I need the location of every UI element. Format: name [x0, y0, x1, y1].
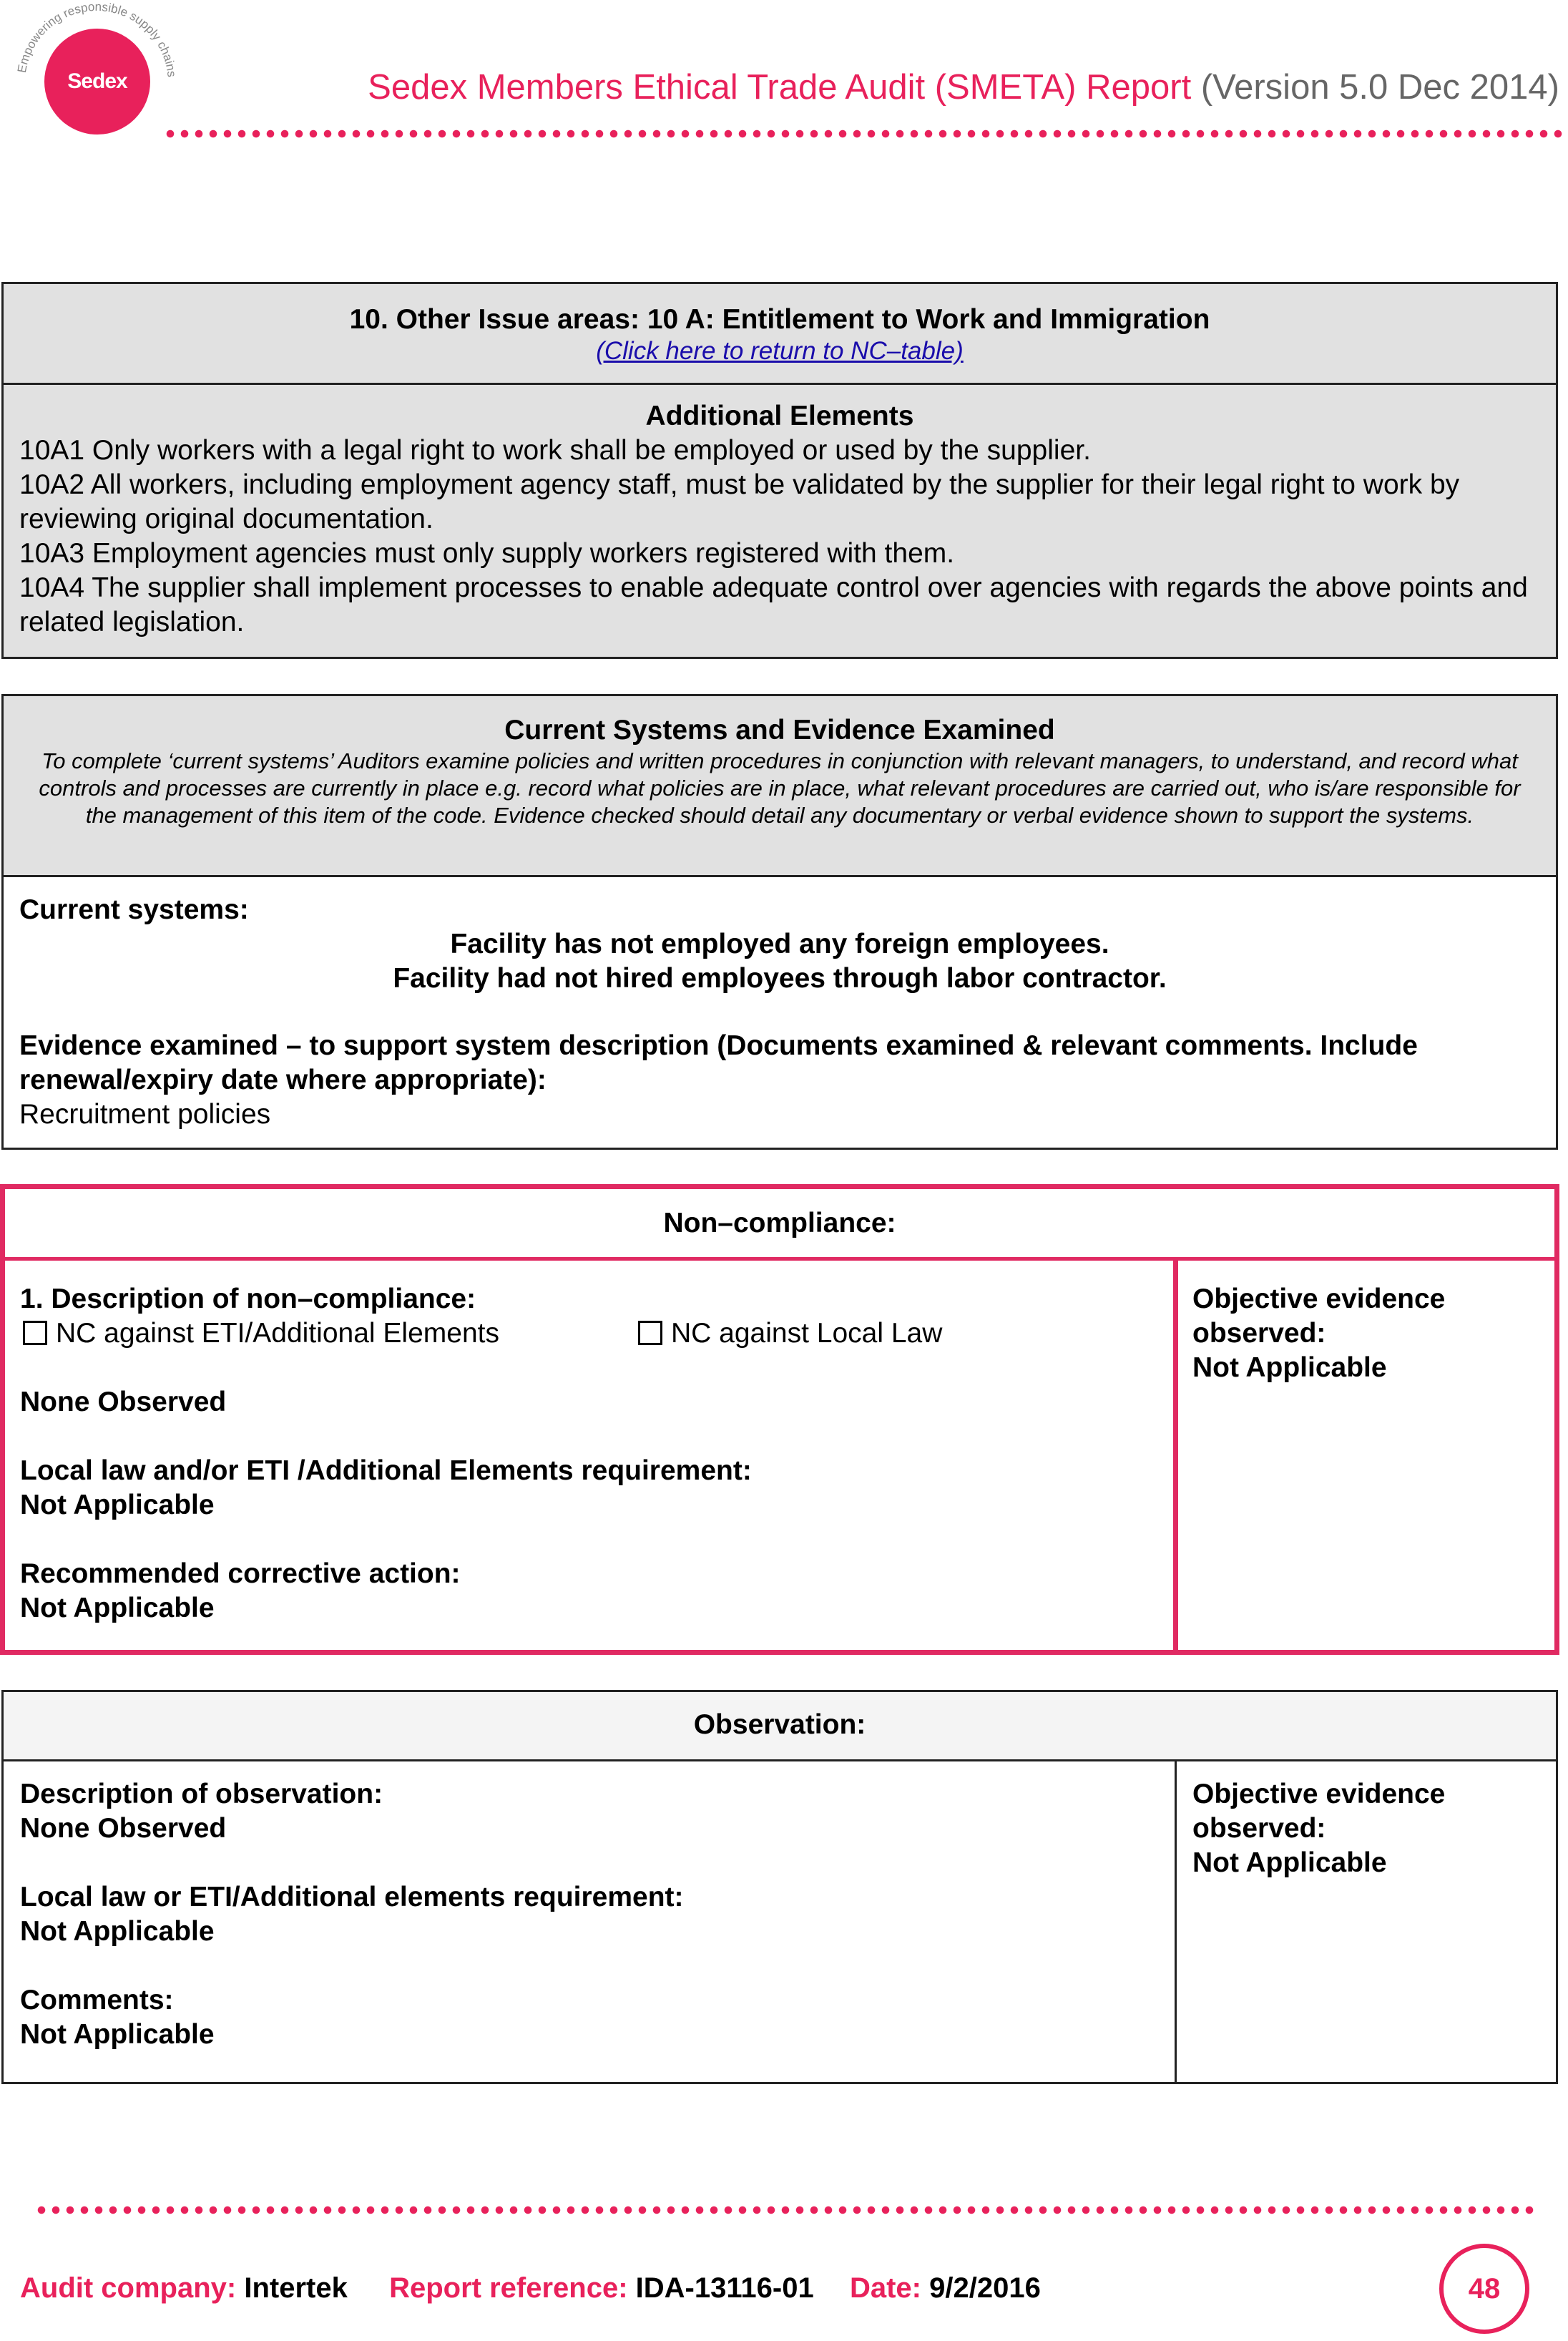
observation-description — [20, 1777, 1157, 2052]
header-divider — [163, 129, 1564, 139]
current-systems-header-box — [1, 694, 1558, 877]
observation-evidence-label: observed: — [1192, 1813, 1326, 1844]
report-title-main: Sedex Members Ethical Trade Audit (SMETA) Report — [368, 68, 1192, 107]
report-reference-label: Report reference: — [389, 2272, 628, 2304]
report-title — [358, 67, 1559, 107]
observation-header — [1, 1690, 1558, 1761]
section-header-box — [1, 282, 1558, 385]
observation-comments-value: Not Applicable — [20, 2019, 215, 2050]
current-systems-line: Facility has not employed any foreign employees. — [450, 929, 1109, 959]
nc-local-law-checkbox-label: NC against Local Law — [671, 1318, 943, 1349]
evidence-examined-label: Evidence examined – to support system description (Documents examined & relevant comments. Include renewal/expiry date where appropriate): — [19, 1030, 1418, 1095]
nc-corrective-label: Recommended corrective action: — [20, 1558, 461, 1589]
non-compliance-heading: Non–compliance: — [663, 1208, 896, 1238]
observation-evidence-label: Objective evidence — [1192, 1779, 1446, 1809]
nc-requirement-label: Local law and/or ETI /Additional Elements requirement: — [20, 1455, 752, 1486]
footer-info — [20, 2272, 1041, 2305]
current-systems-body-box — [1, 875, 1558, 1150]
return-to-nc-table-link[interactable]: (Click here to return to NC–table) — [596, 337, 964, 365]
audit-company-label: Audit company: — [20, 2272, 237, 2304]
nc-local-law-checkbox[interactable] — [638, 1321, 662, 1345]
logo-text: Sedex — [44, 29, 150, 135]
observation-comments-label: Comments: — [20, 1985, 174, 2015]
observation-heading: Observation: — [693, 1709, 866, 1740]
nc-evidence-value: Not Applicable — [1192, 1352, 1387, 1383]
observation-evidence-value: Not Applicable — [1192, 1847, 1387, 1878]
observation-description-label: Description of observation: — [20, 1779, 383, 1809]
logo-tagline: Empowering responsible supply chains — [14, 0, 179, 78]
current-systems-heading: Current Systems and Evidence Examined — [504, 715, 1055, 746]
observation-requirement-label: Local law or ETI/Additional elements requirement: — [20, 1882, 684, 1912]
evidence-examined-value: Recruitment policies — [19, 1099, 271, 1130]
nc-evidence-label: Objective evidence — [1192, 1284, 1446, 1314]
nc-objective-evidence — [1192, 1282, 1550, 1385]
section-title: 10. Other Issue areas: 10 A: Entitlement to Work and Immigration — [349, 304, 1210, 335]
non-compliance-header — [5, 1189, 1554, 1261]
observation-objective-evidence — [1192, 1777, 1550, 1880]
observation-requirement-value: Not Applicable — [20, 1916, 215, 1947]
report-reference-value: IDA-13116-01 — [635, 2272, 814, 2304]
additional-elements-box — [1, 383, 1558, 659]
nc-evidence-label: observed: — [1192, 1318, 1326, 1349]
nc-eti-checkbox[interactable] — [23, 1321, 47, 1345]
additional-element-item: 10A2 All workers, including employment agency staff, must be validated by the supplier for their legal right to work by reviewing original documentation. — [19, 469, 1460, 534]
nc-corrective-value: Not Applicable — [20, 1593, 215, 1623]
nc-requirement-value: Not Applicable — [20, 1490, 215, 1520]
additional-elements-heading: Additional Elements — [645, 401, 914, 431]
nc-description-value: None Observed — [20, 1387, 227, 1417]
current-systems-line: Facility had not hired employees through labor contractor. — [393, 963, 1167, 994]
current-systems-instructions: To complete ‘current systems’ Auditors examine policies and written procedures in conjunction with relevant managers, to understand, and record what controls and processes are currently in place e.g. record what policies are in place, what relevant procedures are carried out, who is/are responsible for the management of this item of the code. Evidence checked should detail any documentary or verbal evidence shown to support the systems. — [39, 748, 1521, 828]
date-value: 9/2/2016 — [929, 2272, 1041, 2304]
additional-element-item: 10A1 Only workers with a legal right to work shall be employed or used by the supplier. — [19, 435, 1091, 466]
non-compliance-description — [20, 1282, 1157, 1626]
observation-description-value: None Observed — [20, 1813, 227, 1844]
observation-column-divider — [1175, 1761, 1177, 2083]
current-systems-label: Current systems: — [19, 894, 249, 925]
footer-divider — [34, 2205, 1535, 2215]
report-version: (Version 5.0 Dec 2014) — [1200, 68, 1559, 107]
non-compliance-column-divider — [1173, 1261, 1178, 1651]
nc-local-law-checkbox-group[interactable] — [638, 1316, 942, 1351]
nc-eti-checkbox-group[interactable] — [23, 1316, 499, 1351]
nc-eti-checkbox-label: NC against ETI/Additional Elements — [56, 1318, 499, 1349]
additional-element-item: 10A4 The supplier shall implement processes to enable adequate control over agencies with regards the above points and related legislation. — [19, 572, 1528, 637]
nc-description-label: 1. Description of non–compliance: — [20, 1284, 476, 1314]
sedex-logo — [14, 0, 179, 165]
additional-element-item: 10A3 Employment agencies must only supply workers registered with them. — [19, 538, 955, 569]
date-label: Date: — [849, 2272, 921, 2304]
audit-company-value: Intertek — [244, 2272, 348, 2304]
page-number: 48 — [1439, 2244, 1529, 2334]
